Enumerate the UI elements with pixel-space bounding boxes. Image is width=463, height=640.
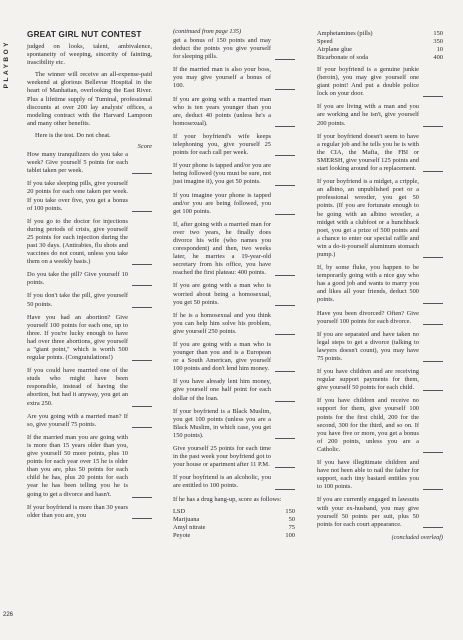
question-item: If you are going with a married man who is ten years younger than you are, deduct 40 points (unless he's a homosexual). [173, 96, 295, 128]
question-item: If your boyfriend is more than 30 years older than you are, you [27, 504, 152, 520]
column-1 [27, 30, 152, 525]
column-2 [173, 28, 295, 544]
question-item: If you go to the doctor for injections during periods of crisis, give yourself 25 points for each injection during the past 30 days. (Antirabies, flu shots and vaccines do not count, unless you take them on a weekly basis.) [27, 218, 152, 267]
drug-row [317, 54, 443, 62]
intro-paragraph: judged on looks, talent, ambivalence, spontaneity of weeping, sincerity of fainting, irascibility etc. [27, 43, 152, 67]
question-item: If your boyfriend is a genuine junkie (heroin), you may give yourself one giant point! And put a double police lock on your door. [317, 66, 443, 98]
question-item: If your phone is tapped and/or you are being followed (you must be sure, not just imagine it), you get 50 points. [173, 162, 295, 186]
drug-points: 350 [433, 38, 443, 45]
question-item: If you have children and are receiving regular support payments for them, give yourself 50 points for each child. [317, 368, 443, 392]
question-item: If you take sleeping pills, give yourself 20 points for each one taken per week. If you take over five, you get a bonus of 100 points. [27, 180, 152, 212]
score-label: Score [137, 143, 152, 151]
question-item: If you are living with a man and you are working and he isn't, give yourself 200 points. [317, 103, 443, 127]
drug-points: 150 [285, 507, 295, 515]
question-item: If you imagine your phone is tapped and/or you are being followed, you get 100 points. [173, 192, 295, 216]
question-item: Do you take the pill? Give yourself 10 points. [27, 271, 152, 287]
drug-name: LSD [173, 507, 186, 515]
question-list [173, 37, 295, 491]
question-item: If you could have married one of the studs who might have been responsible, instead of having the abortion, but had it anyway, you get an extra 250. [27, 367, 152, 407]
question-item: If, by some fluke, you happen to be temporarily going with a nice guy who has a good job and wants to marry you and likes all your friends, deduct 500 points. [317, 264, 443, 304]
page-number: 226 [3, 612, 14, 618]
question-item: If he is a homosexual and you think you can help him solve his problem, give yourself 250 points. [173, 312, 295, 336]
drug-score-table [173, 508, 295, 540]
question-item: Are you going with a married man? If so, give yourself 75 points. [27, 413, 152, 429]
question-item: If you are going with a man who is worried about being a homosexual, you get 50 points. [173, 282, 295, 306]
article-title: GREAT GIRL NUT CONTEST [27, 30, 142, 39]
intro-paragraph: Here is the test. Do not cheat. [35, 131, 111, 139]
drug-row [173, 532, 295, 540]
drug-row [317, 38, 443, 46]
drug-name: Amyl nitrate [173, 523, 206, 531]
drug-name: Airplane glue [317, 46, 352, 53]
drug-name: Marijuana [173, 515, 200, 523]
drug-row [173, 524, 295, 532]
drug-row [173, 516, 295, 524]
magazine-name: PLAYBOY [3, 40, 10, 89]
question-item: If the married man you are going with is more than 15 years older than you, give yourself 50 more points, plus 10 points for each year over 15 he is older than you are, plus 50 points for each child he has, plus 20 points for each year he has been telling you he is going to get a divorce and hasn't. [27, 434, 152, 499]
question-item: If, after going with a married man for over two years, he finally does divorce his wife (who names you corespondent) and then, two weeks later, he marries a 19-year-old secretary from his office, you have reached the first plateau: 400 points. [173, 221, 295, 278]
question-item: Give yourself 25 points for each time in the past week your boyfriend got to your house or apartment after 11 P.M. [173, 445, 295, 469]
question-item: Have you been divorced? Often? Give yourself 100 points for each divorce. [317, 310, 443, 326]
drug-points: 50 [288, 515, 295, 523]
question-list [27, 151, 152, 520]
question-item: If you are going with a man who is younger than you and is a European or a South American, give yourself 100 points and don't lend him money. [173, 341, 295, 373]
question-item: If your boyfriend is an alcoholic, you are entitled to 100 points. [173, 474, 295, 490]
question-item: If your boyfriend is a Black Muslim, you get 100 points (unless you are a Black Muslim, in which case, you get 150 points). [173, 408, 295, 440]
drug-name: Speed [317, 38, 333, 45]
column-3 [317, 30, 443, 541]
drug-row [317, 30, 443, 38]
drug-points: 100 [285, 531, 295, 539]
drug-name: Bicarbonate of soda [317, 54, 369, 61]
drug-points: 150 [433, 30, 443, 37]
drugs-intro: If he has a drug hang-up, score as follows: [173, 495, 282, 503]
question-item: If you have illegitimate children and have not been able to nail the father for support, each tiny bastard entitles you to 100 points. [317, 459, 443, 491]
question-item: Have you had an abortion? Give yourself 100 points for each one, up to three. If you're lucky enough to have had over three abortions, give yourself a "giant point," which is worth 500 regular points. (Congratulations!) [27, 314, 152, 363]
question-item: get a bonus of 150 points and may deduct the points you give yourself for sleeping pills. [173, 37, 295, 61]
question-item: If you are separated and have taken no legal steps to get a divorce (talking to lawyers doesn't count), you may have 75 points. [317, 331, 443, 363]
question-item: If the married man is also your boss, you may give yourself a bonus of 100. [173, 66, 295, 90]
question-item: If you are currently engaged in lawsuits with your ex-husband, you may give yourself 50 points per suit, plus 50 points for each court appearance. [317, 496, 443, 528]
drug-row [317, 46, 443, 54]
question-item: If you don't take the pill, give yourself 50 points. [27, 292, 152, 308]
drug-points: 75 [288, 523, 295, 531]
question-item: If your boyfriend is a midget, a cripple, an albino, an unpublished poet or a professional wrestler, you get 50 points. (If you are fortunate enough to be going with an albino wrestler, a midget with a clubfoot or a hunchback poet, you get a prize of 500 points and a chance to enter our special raffle and win a do-it-yourself aluminum stomach pump.) [317, 178, 443, 259]
question-item: If your boyfriend's wife keeps telephoning you, give yourself 25 points for each call per week. [173, 133, 295, 157]
continued-from: (continued from page 135) [173, 28, 242, 35]
question-list [317, 66, 443, 529]
question-item: How many tranquilizers do you take a week? Give yourself 5 points for each tablet taken per week. [27, 151, 152, 175]
question-item: If you have already lent him money, give yourself one half point for each dollar of the loan. [173, 378, 295, 402]
drug-points: 400 [433, 54, 443, 61]
intro-paragraph: The winner will receive an all-expense-paid weekend at glorious Bellevue Hospital in the heart of Manhattan, overlooking the East River. Plus a lifetime supply of Tuminal, professional discounts at over 200 lay analysts' offices, a modeling contract with the Harvard Lampoon and many other benefits. [27, 71, 152, 127]
drug-name: Amphetamines (pills) [317, 30, 373, 37]
drug-row [173, 508, 295, 516]
question-item: If your boyfriend doesn't seem to have a regular job and he tells you he is with the CIA, the Mafia, the FBI or SMERSH, give yourself 125 points and start looking around for a replacement. [317, 133, 443, 173]
drug-name: Peyote [173, 531, 191, 539]
drug-score-table [317, 30, 443, 62]
question-item: If you have children and receive no support for them, give yourself 100 points for the first child, 200 for the second, 300 for the third, and so on. If you have five or more, you get a bonus of 200 points, unless you are a Catholic. [317, 397, 443, 454]
drug-points: 10 [436, 46, 443, 53]
concluded-note: (concluded overleaf) [391, 533, 443, 541]
